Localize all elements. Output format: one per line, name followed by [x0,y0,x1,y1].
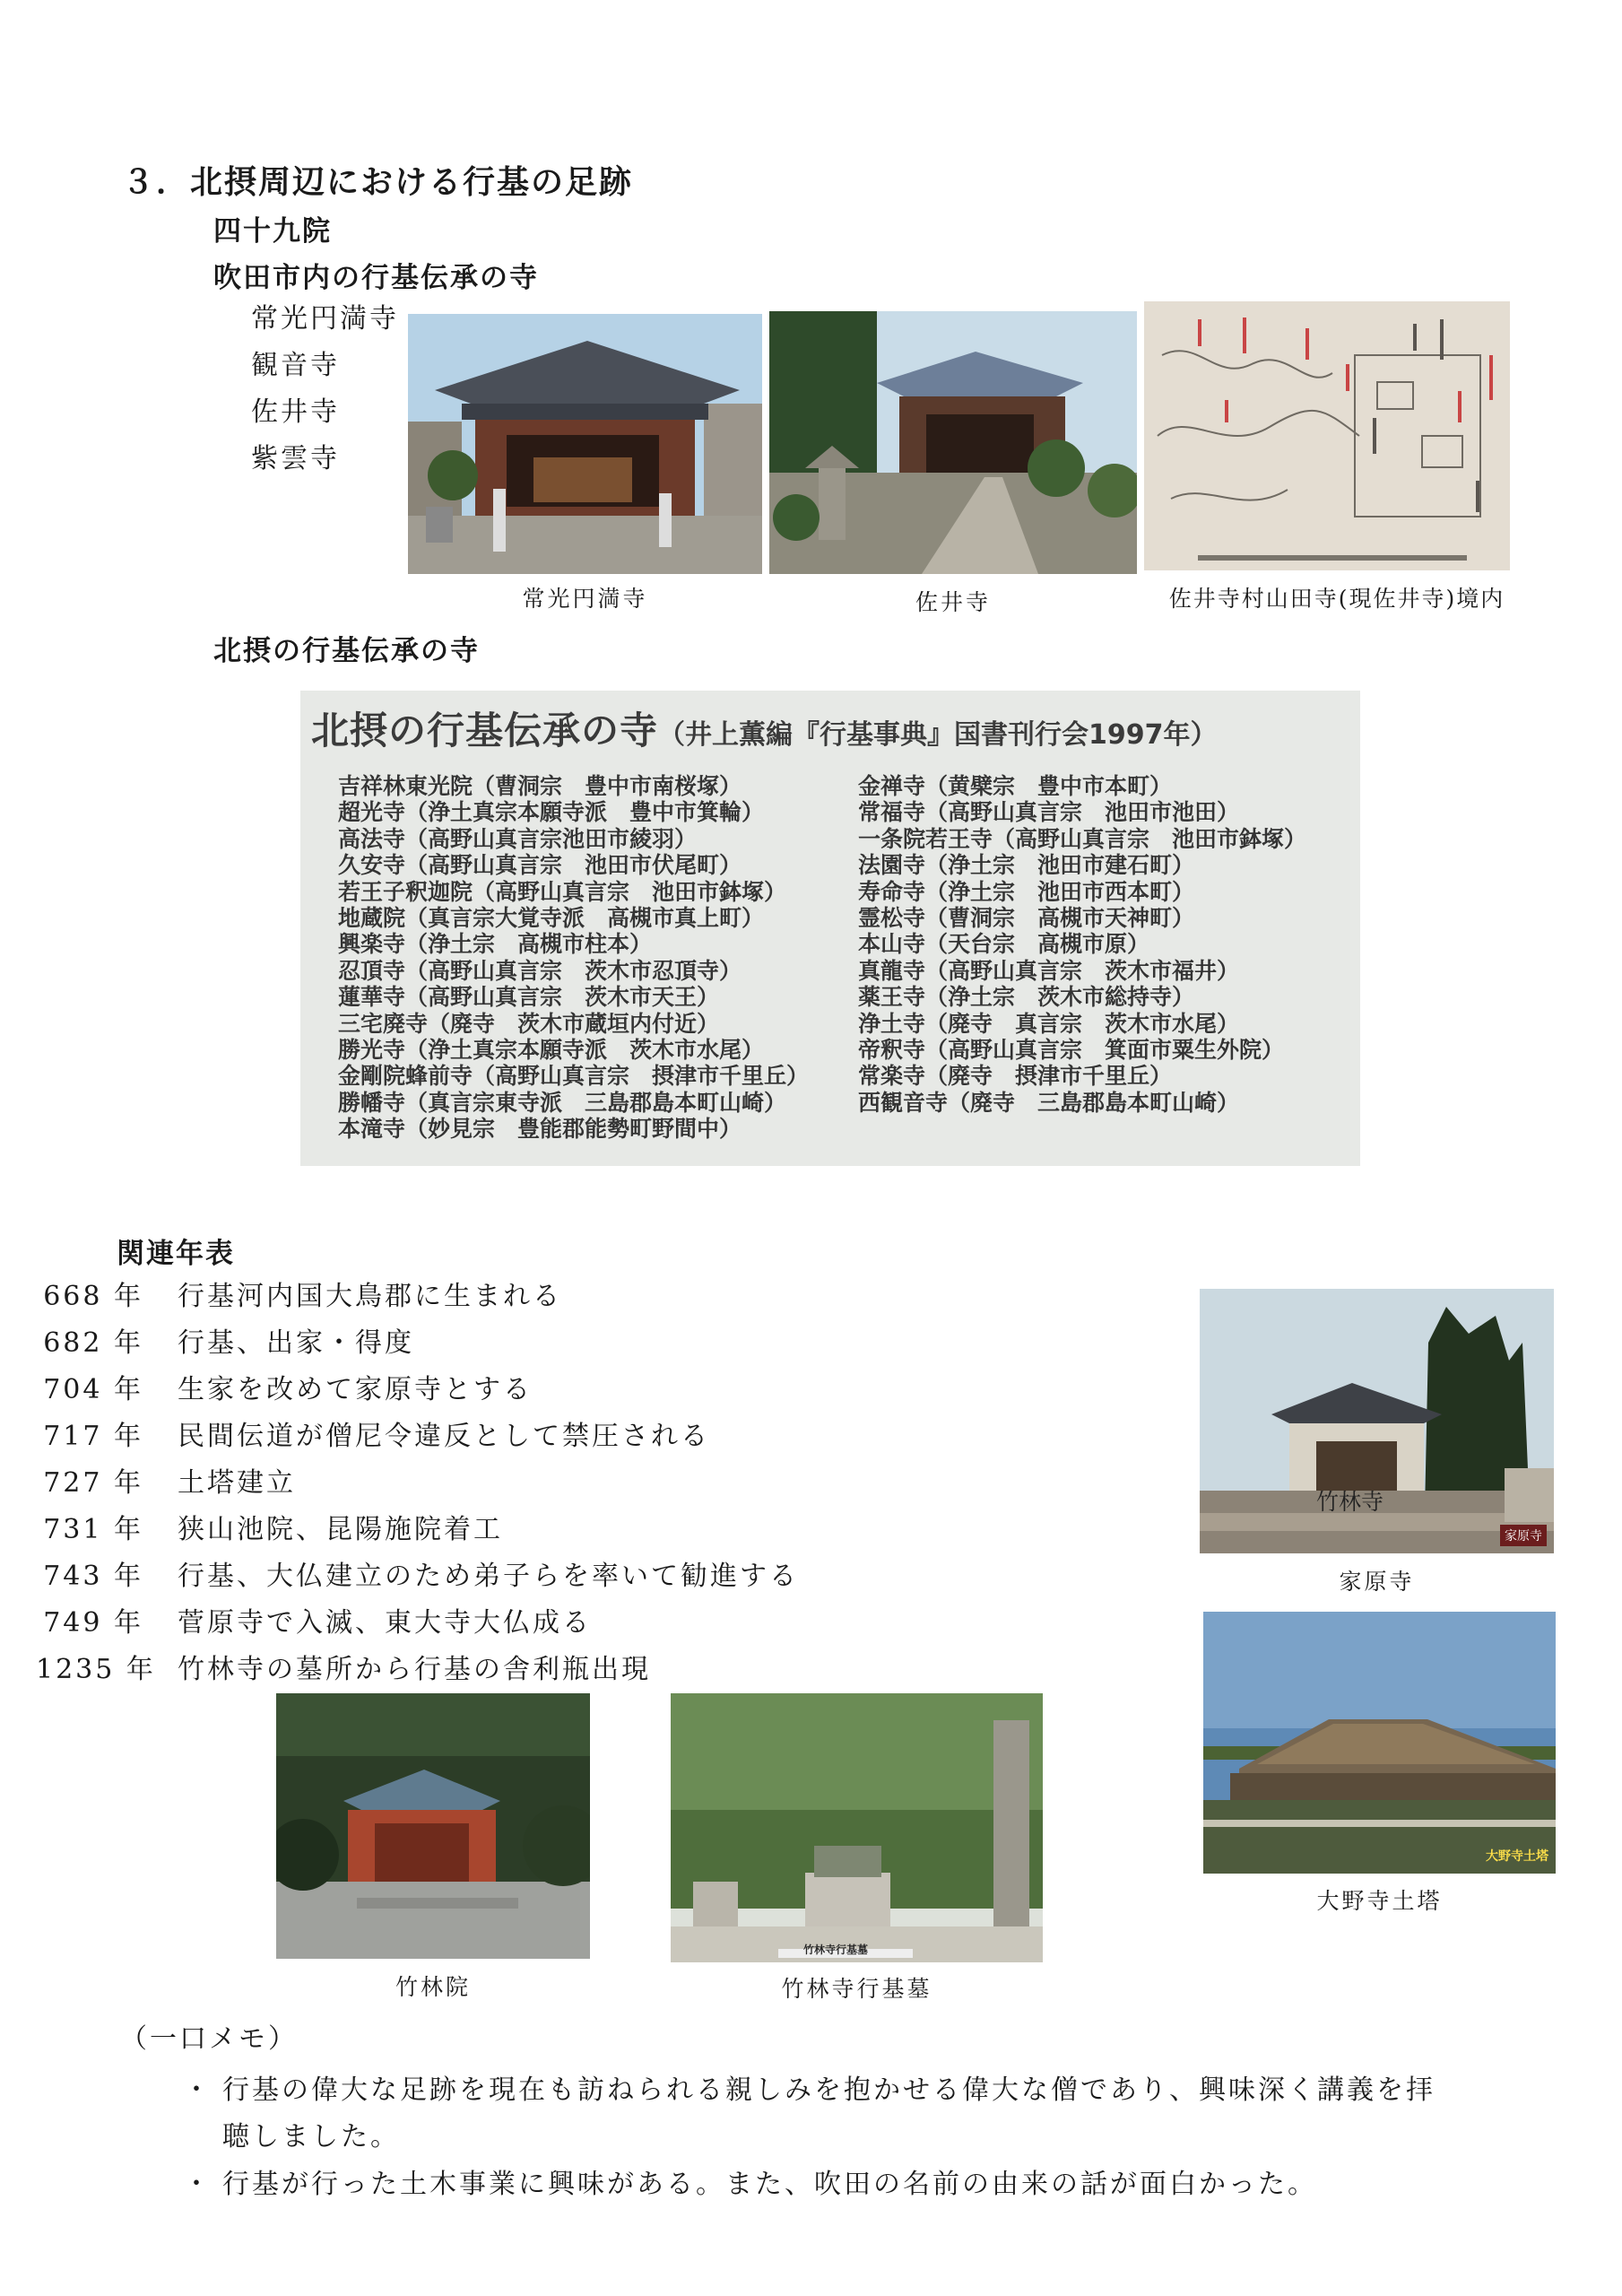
timeline-row [36,1507,503,1546]
timeline-year: 743 年 [43,1561,143,1592]
photo-old-map [1144,301,1510,570]
timeline-row [36,1460,296,1500]
slide-entry: 興楽寺（浄土宗 高槻市柱本） [338,931,653,958]
section-heading: ３．北摂周辺における行基の足跡 [122,164,634,201]
slide-entry: 一条院若王寺（高野山真言宗 池田市鉢塚） [858,825,1307,852]
timeline-event: 菅原寺で入滅、東大寺大仏成る [178,1607,592,1639]
slide-entry: 高法寺（高野山真言宗池田市綾羽） [338,825,698,852]
timeline-row [36,1413,710,1453]
timeline-year: 717 年 [43,1421,143,1452]
timeline-year: 704 年 [43,1374,143,1405]
timeline-event: 行基河内国大鳥郡に生まれる [178,1281,562,1312]
temple-item: 観音寺 [251,350,340,381]
timeline-event: 狭山池院、昆陽施院着工 [178,1514,503,1545]
timeline-year: 682 年 [43,1327,143,1359]
slide-entry: 常福寺（高野山真言宗 池田市池田） [858,799,1240,826]
slide-entry: 蓮華寺（高野山真言宗 茨木市天王） [338,984,720,1011]
slide-source: （井上薫編『行基事典』国書刊行会1997年） [658,719,1218,751]
timeline-year: 731 年 [43,1514,143,1545]
slide-entry: 帝釈寺（高野山真言宗 箕面市粟生外院） [858,1037,1285,1064]
timeline-event: 民間伝道が僧尼令違反として禁圧される [178,1421,710,1452]
subheading-49-in: 四十九院 [213,215,332,248]
slide-entry: 若王子釈迦院（高野山真言宗 池田市鉢塚） [338,878,787,905]
photo-joko-enmanji [408,314,762,574]
temple-list [251,296,399,483]
onodera-tag: 大野寺土塔 [1486,1849,1548,1864]
timeline-event: 竹林寺の墓所から行基の舎利瓶出現 [178,1654,651,1685]
photo-chikurinji-gyoki-grave [671,1693,1043,1962]
timeline-row [36,1367,533,1406]
slide-hokusetsu-temple-list [300,691,1360,1166]
timeline-heading: 関連年表 [117,1238,235,1270]
slide-entry: 法園寺（浄土宗 池田市建石町） [858,852,1195,879]
photo-kawaradera [1200,1289,1554,1553]
slide-entry: 寿命寺（浄土宗 池田市西本町） [858,878,1195,905]
slide-entry: 本滝寺（妙見宗 豊能郡能勢町野間中） [338,1116,742,1143]
slide-title [311,701,1218,755]
timeline-row [36,1320,414,1360]
photo-chikurin-in [276,1693,590,1959]
slide-entry: 真龍寺（高野山真言宗 茨木市福井） [858,957,1240,984]
timeline-event: 行基、大仏建立のため弟子らを率いて勧進する [178,1561,799,1592]
slide-entry: 超光寺（浄土真宗本願寺派 豊中市箕輪） [338,799,765,826]
timeline-row [36,1600,592,1639]
timeline-year: 727 年 [43,1467,143,1499]
caption-joko-enmanji: 常光円満寺 [522,586,648,612]
timeline-event: 土塔建立 [178,1467,296,1499]
memo-heading: （一口メモ） [120,2023,298,2055]
slide-right-column [858,773,1306,1116]
kawaradera-overlay-label: 竹林寺 [1316,1489,1384,1515]
slide-title-text: 北摂の行基伝承の寺 [311,709,659,752]
subheading-suita-temples: 吹田市内の行基伝承の寺 [213,262,539,294]
temple-item: 紫雲寺 [251,443,340,474]
timeline-year: 668 年 [43,1281,143,1312]
slide-entry: 忍頂寺（高野山真言宗 茨木市忍頂寺） [338,957,742,984]
slide-entry: 西観音寺（廃寺 三島郡島本町山崎） [858,1089,1240,1116]
caption-chikurinji-gyoki-grave: 竹林寺行基墓 [781,1976,932,2002]
memo-item-1-line-1: 行基の偉大な足跡を現在も訪ねられる親しみを抱かせる偉大な僧であり、興味深く講義を拝 [222,2074,1436,2106]
slide-entry: 吉祥林東光院（曹洞宗 豊中市南桜塚） [338,773,742,799]
memo-item-1-line-2: 聴しました。 [222,2121,400,2152]
grave-sign-label: 竹林寺行基墓 [803,1944,869,1956]
caption-kawaradera: 家原寺 [1339,1569,1415,1595]
slide-entry: 浄土寺（廃寺 真言宗 茨木市水尾） [858,1010,1240,1037]
timeline-row [36,1647,651,1686]
caption-onodera-doto: 大野寺土塔 [1316,1888,1443,1914]
timeline-year: 1235 年 [36,1654,156,1685]
photo-saiji [769,311,1137,574]
slide-entry: 薬王寺（浄土宗 茨木市総持寺） [858,984,1195,1011]
slide-entry: 霊松寺（曹洞宗 高槻市天神町） [858,905,1195,932]
memo-item-2-line-1: 行基が行った土木事業に興味がある。また、吹田の名前の由来の話が面白かった。 [222,2169,1317,2200]
slide-entry: 常楽寺（廃寺 摂津市千里丘） [858,1063,1173,1090]
timeline-event: 行基、出家・得度 [178,1327,414,1359]
caption-chikurin-in: 竹林院 [395,1974,471,2000]
memo-bullet-icon: ・ [183,2169,213,2200]
temple-item: 佐井寺 [251,396,340,428]
timeline-year: 749 年 [43,1607,143,1639]
caption-old-map: 佐井寺村山田寺(現佐井寺)境内 [1168,586,1505,612]
photo-onodera-doto [1203,1612,1556,1874]
slide-entry: 久安寺（高野山真言宗 池田市伏尾町） [338,852,742,879]
slide-entry: 本山寺（天台宗 高槻市原） [858,931,1150,958]
timeline-row [36,1553,799,1593]
slide-entry: 地蔵院（真言宗大覚寺派 高槻市真上町） [338,905,765,932]
slide-entry: 勝光寺（浄土真宗本願寺派 茨木市水尾） [338,1037,765,1064]
timeline-event: 生家を改めて家原寺とする [178,1374,533,1405]
caption-saiji: 佐井寺 [915,589,991,615]
slide-entry: 三宅廃寺（廃寺 茨木市蔵垣内付近） [338,1010,720,1037]
slide-entry: 金禅寺（黄檗宗 豊中市本町） [858,773,1173,799]
slide-entry: 金剛院蜂前寺（高野山真言宗 摂津市千里丘） [338,1063,810,1090]
kawaradera-tag: 家原寺 [1500,1525,1547,1546]
subheading-hokusetsu-temples: 北摂の行基伝承の寺 [213,635,480,667]
memo-bullet-icon: ・ [183,2074,213,2106]
temple-item: 常光円満寺 [251,303,399,335]
timeline-row [36,1274,562,1313]
slide-left-column [338,773,809,1143]
slide-entry: 勝幡寺（真言宗東寺派 三島郡島本町山崎） [338,1089,787,1116]
